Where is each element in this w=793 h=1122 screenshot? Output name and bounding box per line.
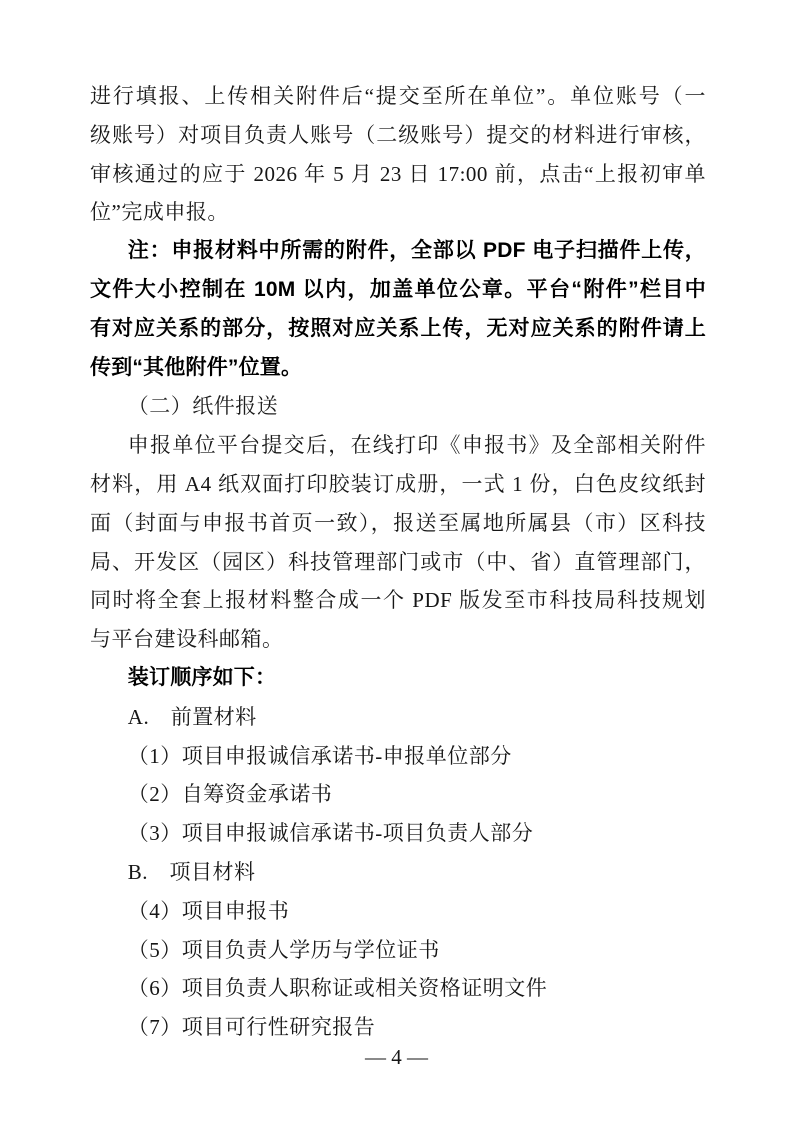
para-paper-submission-line: 材料，用 A4 纸双面打印胶装订成册，一式 1 份，白色皮纹纸封 xyxy=(90,471,706,496)
note-attachments-line: 文件大小控制在 10M 以内，加盖单位公章。平台“附件”栏目中 xyxy=(90,277,706,301)
document-body xyxy=(90,77,706,1047)
para-online-submission-line: 进行填报、上传相关附件后“提交至所在单位”。单位账号（一 xyxy=(90,84,706,108)
list-item-2-self-funding-letter: （2）自筹资金承诺书 xyxy=(127,782,333,807)
para-paper-submission-line: 局、开发区（园区）科技管理部门或市（中、省）直管理部门， xyxy=(90,549,706,574)
para-paper-submission-line: 申报单位平台提交后，在线打印《申报书》及全部相关附件 xyxy=(127,433,706,458)
para-paper-submission-line: 面（封面与申报书首页一致），报送至属地所属县（市）区科技 xyxy=(90,510,706,535)
page-number: — 4 — xyxy=(365,1045,428,1069)
list-item-5-degree-certificates: （5）项目负责人学历与学位证书 xyxy=(127,937,440,962)
list-item-a-front-materials: A. 前置材料 xyxy=(127,704,257,729)
list-item-4-application-form: （4）项目申报书 xyxy=(127,898,290,923)
list-item-3-integrity-letter-leader: （3）项目申报诚信承诺书-项目负责人部分 xyxy=(127,821,534,846)
note-attachments-line: 有对应关系的部分，按照对应关系上传，无对应关系的附件请上 xyxy=(90,316,706,340)
para-online-submission-line: 级账号）对项目负责人账号（二级账号）提交的材料进行审核， xyxy=(90,122,706,147)
heading-paper-submission: （二）纸件报送 xyxy=(127,394,279,419)
note-attachments-line: 注：申报材料中所需的附件，全部以 PDF 电子扫描件上传， xyxy=(127,239,706,263)
list-item-1-integrity-letter-unit: （1）项目申报诚信承诺书-申报单位部分 xyxy=(127,743,512,768)
para-paper-submission-line: 同时将全套上报材料整合成一个 PDF 版发至市科技局科技规划 xyxy=(90,588,706,613)
list-item-7-feasibility-report: （7）项目可行性研究报告 xyxy=(127,1015,376,1040)
list-item-6-title-certificates: （6）项目负责人职称证或相关资格证明文件 xyxy=(127,976,548,1001)
para-online-submission-line: 位”完成申报。 xyxy=(90,200,229,225)
para-online-submission-line: 审核通过的应于 2026 年 5 月 23 日 17:00 前，点击“上报初审单 xyxy=(90,161,706,186)
para-paper-submission-line: 与平台建设科邮箱。 xyxy=(90,627,284,652)
heading-binding-order: 装订顺序如下： xyxy=(127,665,277,689)
note-attachments-line: 传到“其他附件”位置。 xyxy=(90,355,303,379)
list-item-b-project-materials: B. 项目材料 xyxy=(127,859,256,884)
